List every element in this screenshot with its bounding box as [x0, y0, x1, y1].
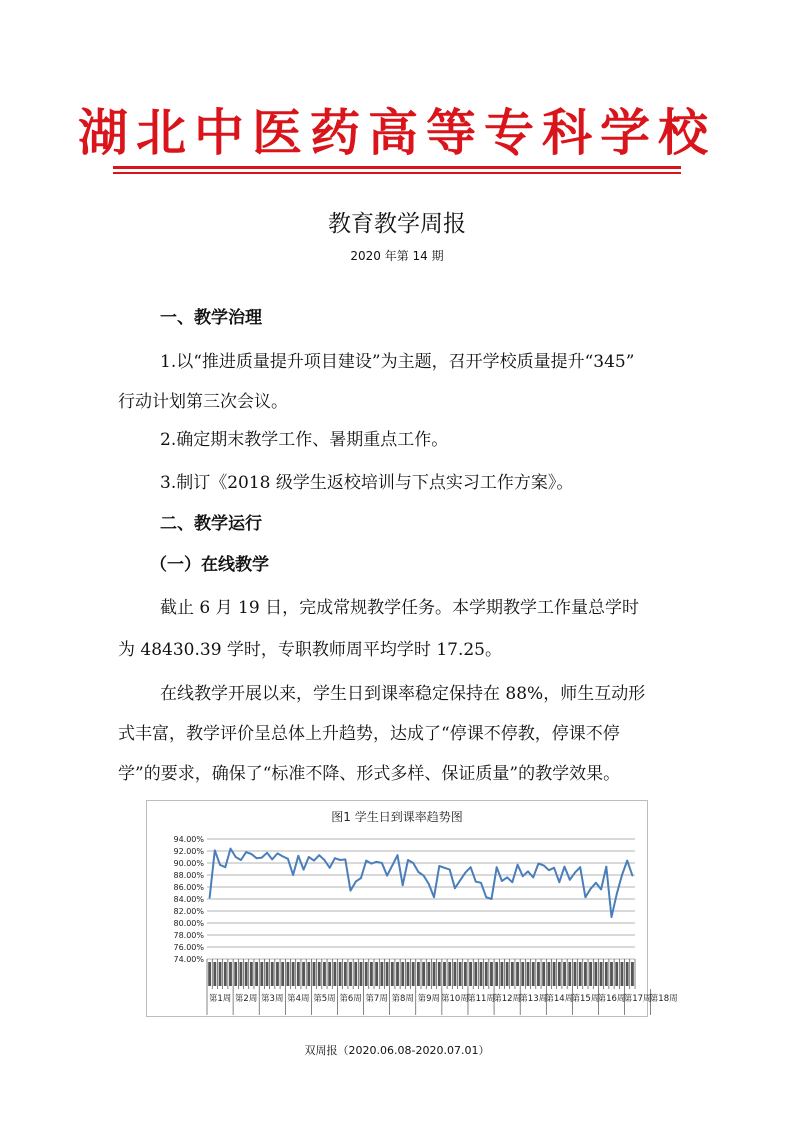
- week-label: 第14周: [545, 994, 574, 1004]
- x-day-label-block: [380, 962, 383, 986]
- data-point: [444, 867, 446, 869]
- data-point: [506, 877, 508, 879]
- x-day-label-block: [605, 962, 608, 986]
- x-day-label-block: [553, 962, 556, 986]
- data-point: [344, 859, 346, 861]
- data-point: [611, 916, 613, 918]
- paragraph-1: 1.以“推进质量提升项目建设”为主题，召开学校质量提升“345”: [160, 352, 635, 372]
- x-day-label-block: [250, 962, 253, 986]
- x-day-label-block: [229, 962, 232, 986]
- data-point: [423, 875, 425, 877]
- x-day-label-block: [349, 962, 352, 986]
- y-tick-label: 92.00%: [173, 847, 204, 856]
- y-tick-label: 76.00%: [173, 943, 204, 952]
- x-day-label-block: [307, 962, 310, 986]
- data-point: [496, 866, 498, 868]
- data-point: [250, 853, 252, 855]
- y-tick-label: 88.00%: [173, 871, 204, 880]
- data-point: [569, 879, 571, 881]
- x-day-label-block: [224, 962, 227, 986]
- x-day-label-block: [474, 962, 477, 986]
- data-point: [329, 867, 331, 869]
- data-point: [543, 865, 545, 867]
- data-point: [407, 859, 409, 861]
- data-point: [464, 872, 466, 874]
- data-point: [282, 856, 284, 858]
- x-day-label-block: [443, 962, 446, 986]
- masthead-rule-thin: [113, 172, 681, 174]
- data-point: [376, 861, 378, 863]
- x-day-label-block: [354, 962, 357, 986]
- paragraph-1-cont: 行动计划第三次会议。: [118, 392, 288, 412]
- y-tick-label: 90.00%: [173, 859, 204, 868]
- x-day-label-block: [594, 962, 597, 986]
- x-day-label-block: [547, 962, 550, 986]
- x-day-label-block: [213, 962, 216, 986]
- data-point: [480, 882, 482, 884]
- x-day-label-block: [427, 962, 430, 986]
- x-day-label-block: [558, 962, 561, 986]
- data-point: [532, 877, 534, 879]
- x-day-label-block: [454, 962, 457, 986]
- data-point: [538, 863, 540, 865]
- week-label: 第16周: [597, 994, 626, 1004]
- x-day-label-block: [589, 962, 592, 986]
- data-point: [339, 859, 341, 861]
- week-label: 第7周: [365, 994, 388, 1004]
- data-point: [605, 866, 607, 868]
- week-label: 第4周: [287, 994, 310, 1004]
- x-day-label-block: [365, 962, 368, 986]
- data-point: [616, 893, 618, 895]
- data-point: [350, 890, 352, 892]
- x-day-label-block: [527, 962, 530, 986]
- data-point: [590, 888, 592, 890]
- data-point: [397, 854, 399, 856]
- data-point: [501, 880, 503, 882]
- data-point: [579, 866, 581, 868]
- paragraph-4: 截止 6 月 19 日，完成常规教学任务。本学期教学工作量总学时: [160, 598, 640, 618]
- masthead-rule-thick: [113, 166, 681, 169]
- week-label: 第9周: [417, 994, 441, 1004]
- data-point: [626, 860, 628, 862]
- data-point: [564, 866, 566, 868]
- series-line: [210, 849, 633, 917]
- week-label: 第13周: [519, 994, 548, 1004]
- data-point: [574, 872, 576, 874]
- paragraph-2: 2.确定期末教学工作、暑期重点工作。: [160, 430, 449, 450]
- x-day-label-block: [506, 962, 509, 986]
- x-day-label-block: [631, 962, 634, 986]
- data-point: [417, 871, 419, 873]
- data-point: [324, 859, 326, 861]
- data-point: [438, 865, 440, 867]
- paragraph-5-cont: 式丰富，教学评价呈总体上升趋势，达成了“停课不停教，停课不停: [118, 724, 620, 744]
- data-point: [548, 869, 550, 871]
- data-point: [271, 859, 273, 861]
- x-day-label-block: [297, 962, 300, 986]
- x-day-label-block: [490, 962, 493, 986]
- paragraph-5-end: 学”的要求，确保了“标准不降、形式多样、保证质量”的教学效果。: [118, 764, 621, 784]
- x-day-label-block: [511, 962, 514, 986]
- x-day-label-block: [459, 962, 462, 986]
- section-heading-operation: 二、教学运行: [160, 514, 262, 534]
- data-point: [245, 851, 247, 853]
- x-day-label-block: [245, 962, 248, 986]
- x-day-label-block: [255, 962, 258, 986]
- y-tick-label: 86.00%: [173, 883, 204, 892]
- data-point: [412, 862, 414, 864]
- data-point: [277, 853, 279, 855]
- data-point: [209, 897, 211, 899]
- x-day-label-block: [448, 962, 451, 986]
- x-day-label-block: [286, 962, 289, 986]
- x-day-label-block: [433, 962, 436, 986]
- x-day-label-block: [584, 962, 587, 986]
- x-day-label-block: [386, 962, 389, 986]
- data-point: [621, 874, 623, 876]
- data-point: [449, 869, 451, 871]
- page-footer: 双周报（2020.06.08-2020.07.01）: [304, 1044, 490, 1057]
- data-point: [261, 857, 263, 859]
- x-day-label-block: [412, 962, 415, 986]
- data-point: [313, 860, 315, 862]
- data-point: [600, 889, 602, 891]
- y-tick-label: 78.00%: [173, 931, 204, 940]
- week-label: 第18周: [649, 994, 678, 1004]
- x-day-label-block: [328, 962, 331, 986]
- x-day-label-block: [302, 962, 305, 986]
- chart-title: 图1 学生日到课率趋势图: [331, 810, 463, 824]
- data-point: [485, 896, 487, 898]
- data-point: [522, 875, 524, 877]
- data-point: [230, 848, 232, 850]
- data-point: [292, 874, 294, 876]
- week-label: 第8周: [391, 994, 414, 1004]
- x-day-label-block: [323, 962, 326, 986]
- x-day-label-block: [260, 962, 263, 986]
- data-point: [470, 866, 472, 868]
- data-point: [558, 881, 560, 883]
- y-tick-label: 74.00%: [173, 955, 204, 964]
- x-day-label-block: [485, 962, 488, 986]
- attendance-chart-svg: [147, 801, 678, 1016]
- week-label: 第2周: [234, 994, 258, 1004]
- x-day-label-block: [281, 962, 284, 986]
- data-point: [511, 881, 513, 883]
- x-day-label-block: [579, 962, 582, 986]
- data-point: [527, 871, 529, 873]
- data-point: [386, 875, 388, 877]
- data-point: [308, 856, 310, 858]
- x-day-label-block: [574, 962, 577, 986]
- x-day-label-block: [500, 962, 503, 986]
- data-point: [595, 882, 597, 884]
- x-day-label-block: [271, 962, 274, 986]
- x-day-label-block: [438, 962, 441, 986]
- x-day-label-block: [401, 962, 404, 986]
- data-point: [631, 875, 633, 877]
- data-point: [553, 867, 555, 869]
- data-point: [360, 877, 362, 879]
- x-day-label-block: [234, 962, 237, 986]
- data-point: [297, 855, 299, 857]
- x-day-label-block: [600, 962, 603, 986]
- paragraph-5: 在线教学开展以来，学生日到课率稳定保持在 88%，师生互动形: [160, 684, 646, 704]
- data-point: [224, 866, 226, 868]
- paragraph-4-cont: 为 48430.39 学时，专职教师周平均学时 17.25。: [118, 640, 502, 660]
- x-day-label-block: [537, 962, 540, 986]
- x-day-label-block: [333, 962, 336, 986]
- x-day-label-block: [417, 962, 420, 986]
- data-point: [517, 864, 519, 866]
- x-day-label-block: [542, 962, 545, 986]
- week-label: 第11周: [467, 994, 495, 1004]
- x-day-label-block: [396, 962, 399, 986]
- week-label: 第3周: [261, 994, 284, 1004]
- report-title: 教育教学周报: [328, 211, 466, 237]
- data-point: [214, 850, 216, 852]
- week-label: 第15周: [571, 994, 600, 1004]
- x-day-label-block: [422, 962, 425, 986]
- week-label: 第17周: [623, 994, 652, 1004]
- x-day-label-block: [360, 962, 363, 986]
- x-day-label-block: [610, 962, 613, 986]
- data-point: [365, 860, 367, 862]
- data-point: [433, 896, 435, 898]
- week-label: 第1周: [208, 994, 232, 1004]
- x-day-label-block: [391, 962, 394, 986]
- y-tick-label: 94.00%: [173, 835, 204, 844]
- x-day-label-block: [339, 962, 342, 986]
- x-day-label-block: [407, 962, 410, 986]
- data-point: [235, 856, 237, 858]
- y-tick-label: 80.00%: [173, 919, 204, 928]
- data-point: [428, 883, 430, 885]
- week-label: 第5周: [313, 994, 336, 1004]
- data-point: [219, 864, 221, 866]
- x-day-label-block: [480, 962, 483, 986]
- data-point: [391, 865, 393, 867]
- x-day-label-block: [516, 962, 519, 986]
- subheading-online-teaching: （一）在线教学: [150, 555, 269, 575]
- week-label: 第6周: [339, 994, 362, 1004]
- x-day-label-block: [521, 962, 524, 986]
- data-point: [459, 880, 461, 882]
- x-day-label-block: [615, 962, 618, 986]
- x-day-label-block: [532, 962, 535, 986]
- data-point: [303, 869, 305, 871]
- x-day-label-block: [313, 962, 316, 986]
- data-point: [318, 854, 320, 856]
- x-day-label-block: [626, 962, 629, 986]
- data-point: [585, 896, 587, 898]
- x-day-label-block: [563, 962, 566, 986]
- week-label: 第10周: [441, 994, 469, 1004]
- week-label: 第12周: [493, 994, 522, 1004]
- data-point: [381, 862, 383, 864]
- paragraph-3: 3.制订《2018 级学生返校培训与下点实习工作方案》。: [160, 473, 574, 493]
- x-day-label-block: [469, 962, 472, 986]
- data-point: [287, 858, 289, 860]
- data-point: [475, 881, 477, 883]
- data-point: [355, 881, 357, 883]
- x-day-label-block: [621, 962, 624, 986]
- data-point: [266, 852, 268, 854]
- attendance-chart: [146, 800, 678, 1017]
- x-day-label-block: [344, 962, 347, 986]
- data-point: [454, 887, 456, 889]
- data-point: [402, 884, 404, 886]
- issue-number: 2020 年第 14 期: [350, 249, 444, 263]
- x-day-label-block: [266, 962, 269, 986]
- x-day-label-block: [495, 962, 498, 986]
- x-day-label-block: [464, 962, 467, 986]
- x-day-label-block: [318, 962, 321, 986]
- x-day-label-block: [375, 962, 378, 986]
- school-masthead: 湖北中医药高等专科学校: [78, 104, 716, 162]
- x-day-label-block: [370, 962, 373, 986]
- x-day-label-block: [292, 962, 295, 986]
- y-tick-label: 82.00%: [173, 907, 204, 916]
- data-point: [491, 898, 493, 900]
- y-tick-label: 84.00%: [173, 895, 204, 904]
- data-point: [256, 857, 258, 859]
- section-heading-governance: 一、教学治理: [160, 308, 262, 328]
- x-day-label-block: [568, 962, 571, 986]
- data-point: [334, 857, 336, 859]
- x-day-label-block: [276, 962, 279, 986]
- data-point: [371, 863, 373, 865]
- x-day-label-block: [219, 962, 222, 986]
- x-day-label-block: [208, 962, 211, 986]
- data-point: [240, 859, 242, 861]
- x-day-label-block: [240, 962, 243, 986]
